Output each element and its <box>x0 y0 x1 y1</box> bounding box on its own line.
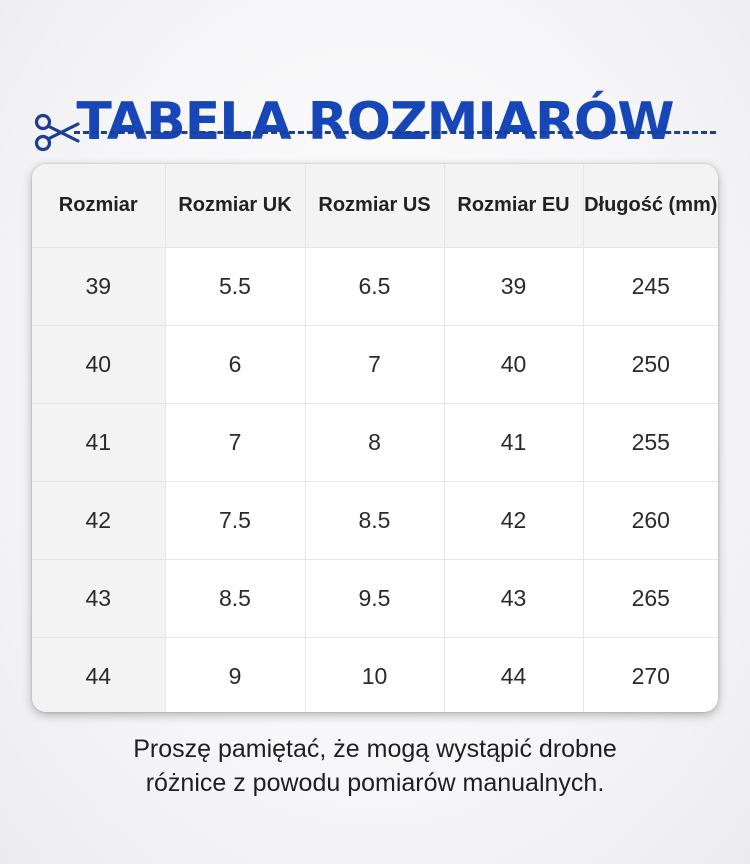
header-rozmiar-us: Rozmiar US <box>305 164 444 247</box>
cell-length: 265 <box>583 559 718 637</box>
table-row <box>32 403 718 481</box>
cell-size: 43 <box>32 559 165 637</box>
page-title: TABELA ROZMIARÓW <box>76 91 674 152</box>
cell-us: 9.5 <box>305 559 444 637</box>
cell-uk: 6 <box>165 325 305 403</box>
cell-uk: 9 <box>165 637 305 712</box>
cell-eu: 42 <box>444 481 583 559</box>
cell-length: 245 <box>583 247 718 325</box>
cell-size: 40 <box>32 325 165 403</box>
header-dlugosc: Długość (mm) <box>583 164 718 247</box>
measurement-note <box>0 732 750 800</box>
size-table <box>32 164 718 712</box>
cell-eu: 39 <box>444 247 583 325</box>
note-line-2: różnice z powodu pomiarów manualnych. <box>145 769 605 797</box>
cell-us: 8.5 <box>305 481 444 559</box>
cell-size: 42 <box>32 481 165 559</box>
cell-eu: 43 <box>444 559 583 637</box>
cell-eu: 40 <box>444 325 583 403</box>
size-table-card <box>32 164 718 712</box>
cell-eu: 44 <box>444 637 583 712</box>
cell-uk: 5.5 <box>165 247 305 325</box>
table-header-row <box>32 164 718 247</box>
cell-us: 8 <box>305 403 444 481</box>
cell-length: 250 <box>583 325 718 403</box>
cell-size: 41 <box>32 403 165 481</box>
cell-uk: 7 <box>165 403 305 481</box>
header-rozmiar-eu: Rozmiar EU <box>444 164 583 247</box>
cell-us: 7 <box>305 325 444 403</box>
header-rozmiar-uk: Rozmiar UK <box>165 164 305 247</box>
cell-length: 270 <box>631 662 670 689</box>
cell-eu: 41 <box>444 403 583 481</box>
table-row <box>32 247 718 325</box>
cell-us: 6.5 <box>305 247 444 325</box>
table-row <box>32 481 718 559</box>
table-row <box>32 559 718 637</box>
dashed-cut-line <box>74 131 716 134</box>
cell-length: 255 <box>583 403 718 481</box>
cell-length: 260 <box>583 481 718 559</box>
table-row <box>32 325 718 403</box>
cell-size: 44 <box>32 637 165 712</box>
cell-size: 39 <box>32 247 165 325</box>
header-rozmiar: Rozmiar <box>32 164 165 247</box>
cell-uk: 7.5 <box>165 481 305 559</box>
cell-us: 10 <box>305 637 444 712</box>
note-line-1: Proszę pamiętać, że mogą wystąpić drobne <box>133 735 617 763</box>
table-row <box>32 637 718 712</box>
cell-uk: 8.5 <box>165 559 305 637</box>
cut-line <box>32 112 720 154</box>
